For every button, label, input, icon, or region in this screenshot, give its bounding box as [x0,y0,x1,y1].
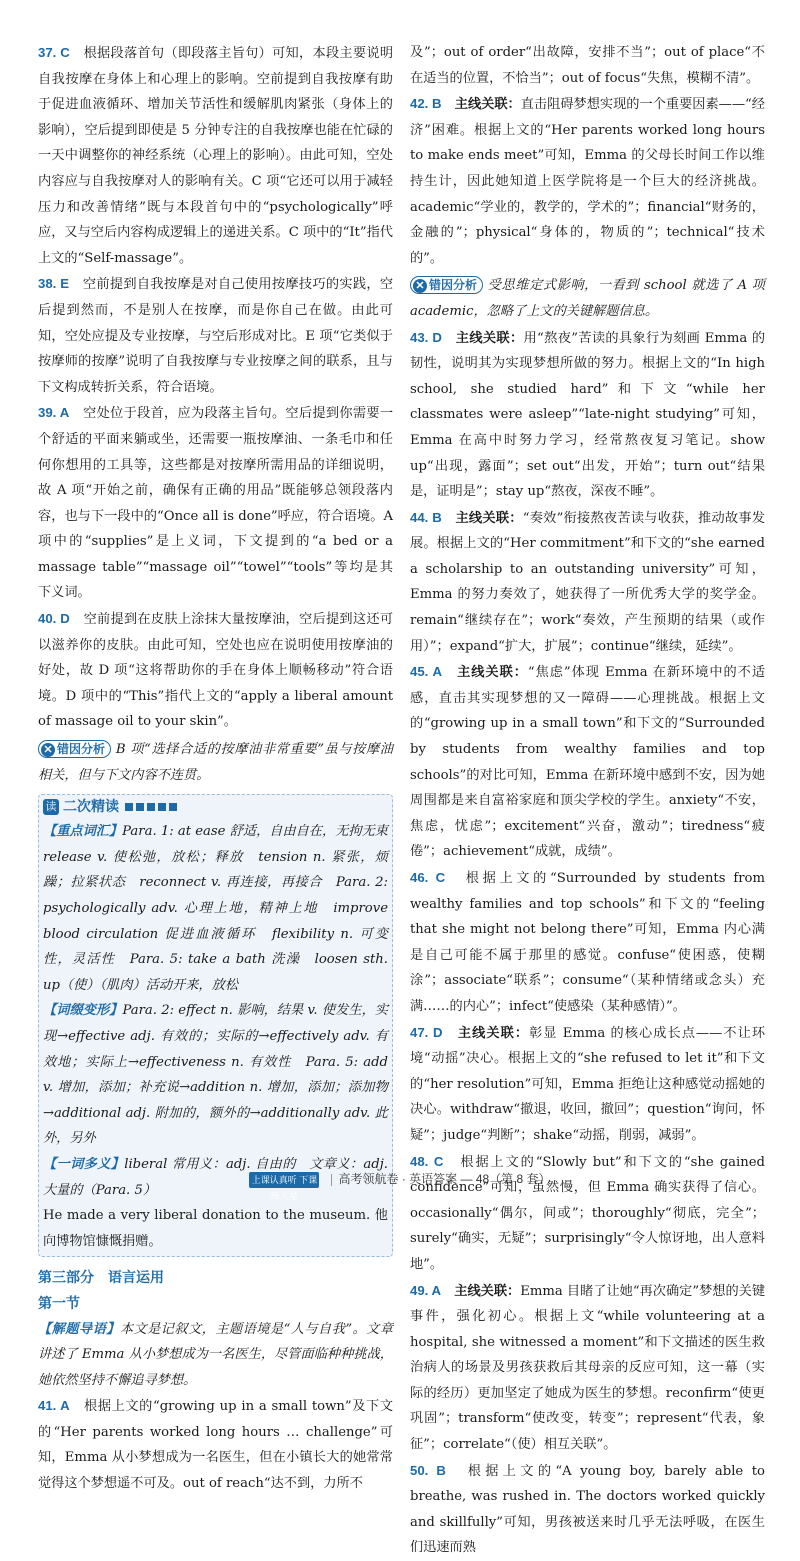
second-reading-title: 二次精读 [63,798,119,815]
guide-tag: 【解题导语】 [38,1321,120,1337]
answer-number: 49. A [410,1282,442,1298]
answer-text: 根据上文的“Surrounded by students from wealthy families and top schools”和下文的“feeling that she might not belong there”可知，Emma 内心满是自己可能不属于那里的感觉。confuse“使困惑，使糊涂”；associate“联系”；consume“（某种情绪或念头）充满……的内心”；infect“使感染（某种感情）”。 [410,871,765,1014]
answer-number: 40. D [38,611,70,627]
answer-number: 43. D [410,329,442,345]
reader-icon: 读 [43,799,59,815]
answer-45 [410,659,765,865]
answer-text: 根据段落首句（即段落主旨句）可知，本段主要说明自我按摩在身体上和心理上的影响。空前提到自我按摩有助于促进血液循环、增加关节活性和缓解肌肉紧张（身体上的影响），空后提到即使是 5 分钟专注的自我按摩也能在忙碌的一天中调整你的神经系统（心理上的影响）。由此可知，空处内容应与自我按摩对人的影响有关。C 项“它还可以用于减轻压力和改善情绪”既与本段首句中的“psychologically”呼应，又与空后内容构成逻辑上的递进关系。C 项中的“It”指代上文的“Self-massage”。 [38,46,394,266]
answer-text: 根据上文的“A young boy, barely able to breathe, was rushed in. The doctors worked quickly and skillfully”可知，男孩被送来时几乎无法呼吸，在医生们迅速而熟 [410,1463,765,1556]
answer-text: 彰显 Emma 的核心成长点——不让环境“动摇”决心。根据上文的“she refused to let it”和下文的“her resolution”可知，Emma 拒绝让这种感觉动摇她的决心。withdraw“撤退，收回，撤回”；question“询问，怀疑”；judge“判断”；shake“动摇，削弱，减弱”。 [410,1025,766,1143]
error-badge: ✕ 错因分析 [410,276,483,294]
affix-deformation: 【词缀变形】Para. 2: effect n. 影响，结果 v. 使发生，实现→effective adj. 有效的；实际的→effectively adv. 有效地；实际上→effectiveness n. 有效性 Para. 5: add v. 增加，添加；补充说→addition n. 增加，添加；添加物→additional adj. 附加的，额外的→additionally adv. 此外，另外 [43,1003,389,1147]
answer-number: 50. B [410,1462,446,1478]
error-text: 受思维定式影响，一看到 school 就选了 A 项 academic，忽略了上文的关键解题信息。 [410,278,765,319]
answer-text: 用“熬夜”苦读的具象行为刻画 Emma 的韧性，说明其为实现梦想所做的努力。根据上文的“In high school, she studied hard”和下文“while her classmates were asleep”“late-night studying”可知，Emma 在高中时努力学习，经常熬夜复习笔记。show up“出现，露面”；set out“出发，开始”；turn out“结果是，证明是”；stay up“熬夜，深夜不睡”。 [410,330,766,500]
answer-text: 空前提到自我按摩是对自己使用按摩技巧的实践，空后提到然而，不是别人在按摩，而是你自己在做。由此可知，空处应提及专业按摩，与空后形成对比。E 项“它类似于按摩师的按摩”说明了自我按摩与专业按摩之间的联系，且与下文构成转折关系，符合语境。 [38,277,394,395]
answer-number: 47. D [410,1024,443,1040]
answer-text: “奏效”衔接熬夜苦读与收获，推动故事发展。根据上文的“Her commitment”和下文的“she earned a scholarship to an outstanding university”可知，Emma 的努力奏效了，她获得了一所优秀大学的奖学金。remain“继续存在”；work“奏效，产生预期的结果（或作用）”；expand“扩大，扩展”；continue“继续，延续”。 [410,510,766,654]
error-analysis-42 [410,273,765,324]
square-icon [125,803,133,811]
footer-text: 高考领航卷 · 英语答案 — 48（第 8 套） [338,1172,551,1186]
polysemy: 【一词多义】liberal 常用义：adj. 自由的 文章义：adj. 大量的（Para. 5） [43,1156,389,1198]
answer-text: 根据上文的“growing up in a small town”及下文的“Her parents worked long hours … challenge”可知，Emma 从小梦想成为一名医生，但在小镇长大的她常常觉得这个梦想遥不可及。out of reach“达不到，力所不 [38,1399,394,1492]
answer-49 [410,1278,765,1458]
square-icon [147,803,155,811]
answer-41-continued: 及”；out of order“出故障，安排不当”；out of place“不在适当的位置，不恰当”；out of focus“失焦，模糊不清”。 [410,45,765,86]
answer-50 [410,1458,765,1561]
answer-number: 44. B [410,509,442,525]
answer-text: “焦虑”体现 Emma 在新环境中的不适感，直击其实现梦想的又一障碍——心理挑战。根据上文的“growing up in a small town”和下文的“Surrounded by students from wealthy families and top schools”的对比可知，Emma 在新环境中感到不安，因为她周围都是来自富裕家庭和顶尖学校的学生。anxiety“不安，焦虑，忧虑”；excitement“兴奋，激动”；tiredness“疲倦”；achievement“成就，成绩”。 [410,665,766,860]
square-icon [158,803,166,811]
mainline-label: 主线关联： [455,510,523,526]
part3-subtitle: 第一节 [38,1294,80,1311]
mainline-label: 主线关联： [457,665,528,681]
mainline-label: 主线关联： [457,1025,530,1041]
answer-number: 41. A [38,1398,70,1414]
answer-number: 48. C [410,1153,444,1169]
square-icon [136,803,144,811]
second-reading-box [38,794,402,1257]
right-column [410,40,765,1561]
answer-44 [410,505,765,660]
cross-icon: ✕ [413,279,427,293]
error-text: B 项“选择合适的按摩油非常重要”虽与按摩油相关，但与下文内容不连贯。 [38,742,393,783]
answer-38 [38,271,393,400]
answer-number: 46. C [410,870,446,885]
answer-46 [410,865,765,1020]
answer-number: 42. B [410,96,442,112]
answer-47 [410,1020,765,1149]
answer-number: 39. A [38,405,70,421]
answer-37 [38,40,393,271]
answer-48 [410,1149,765,1278]
answer-39 [38,400,393,606]
second-reading-header [43,795,388,819]
brand-logo: 上课认真听 下课练天星 [249,1172,319,1188]
answer-text: 直击阻碍梦想实现的一个重要因素——“经济”困难。根据上文的“Her parents worked long hours to make ends meet”可知，Emma 的父母长时间工作以维持生计，因此她知道上医学院将是一个巨大的经济挑战。academic“学业的，教学的，学术的”；financial“财务的，金融的”；physical“身体的，物质的”；technical“技术的”。 [410,97,765,266]
answer-number: 45. A [410,664,442,680]
divider [331,1174,332,1186]
mainline-label: 主线关联： [454,97,521,113]
mainline-label: 主线关联： [455,330,524,346]
mainline-label: 主线关联： [454,1283,521,1299]
answer-42 [410,91,765,271]
solution-guide: 【解题导语】本文是记叙文，主题语境是“人与自我”。文章讲述了 Emma 从小梦想成为一名医生，尽管面临种种挑战，她依然坚持不懈追寻梦想。 [38,1321,394,1388]
answer-40 [38,606,393,735]
polysemy-tag: 【一词多义】 [43,1156,125,1172]
affix-tag: 【词缀变形】 [43,1003,123,1019]
square-icon [169,803,177,811]
answer-text: 空前提到在皮肤上涂抹大量按摩油，空后提到这还可以滋养你的皮肤。由此可知，空处也应在说明使用按摩油的好处，故 D 项“这将帮助你的手在身体上顺畅移动”符合语境。D 项中的“This”指代上文的“apply a liberal amount of massage oil to your skin”。 [38,612,394,730]
part3-title: 第三部分 语言运用 [38,1269,164,1286]
answer-number: 37. C [38,45,70,60]
error-analysis-40 [38,737,393,788]
answer-number: 38. E [38,276,70,292]
key-vocab-tag: 【重点词汇】 [43,824,123,840]
answer-text: 空处位于段首，应为段落主旨句。空后提到你需要一个舒适的平面来躺或坐，还需要一瓶按摩油、一条毛巾和任何你想用的工具等，这些都是对按摩所需用品的详细说明，故 A 项“开始之前，确保有正确的用品”既能够总领段落内容，也与下一段中的“Once all is done”呼应，符合语境。A 项中的“supplies”是上义词，下文提到的“a bed or a massage table”“massage oil”“towel”“tools”等均是其下义词。 [38,406,394,601]
answer-text: 根据上文的“Slowly but”和下文的“she gained confidence”可知，虽然慢，但 Emma 确实获得了信心。occasionally“偶尔，间或”；thoroughly“彻底，完全”；surely“确实，无疑”；surprisingly“令人惊讶地，出人意料地”。 [410,1154,765,1272]
example-sentence: He made a very liberal donation to the museum. 他向博物馆慷慨捐赠。 [43,1208,388,1249]
answer-43 [410,325,765,505]
left-column [38,40,402,1497]
cross-icon: ✕ [41,743,55,757]
key-vocab: 【重点词汇】Para. 1: at ease 舒适，自由自在，无拘无束 release v. 使松弛，放松；释放 tension n. 紧张，烦躁；拉紧状态 reconnect v. 再连接，再接合 Para. 2: psychologically adv. 心理上地，精神上地 improve blood circulation 促进血液循环 flexibility n. 可变性，灵活性 Para. 5: take a bath 洗澡 loosen sth. up（使）（肌肉）活动开来，放松 [43,824,402,993]
answer-text: Emma 目睹了让她“再次确定”梦想的关键事件，强化初心。根据上文“while volunteering at a hospital, she witnessed a moment”和下文描述的医生救治病人的场景及男孩获救后其母亲的反应可知，这一幕（实际的经历）更加坚定了她成为医生的梦想。reconfirm“使更巩固”；transform“使改变，转变”；represent“代表，象征”；correlate“（使）相互关联”。 [410,1283,766,1453]
answer-41 [38,1393,393,1496]
error-badge: ✕ 错因分析 [38,740,111,758]
